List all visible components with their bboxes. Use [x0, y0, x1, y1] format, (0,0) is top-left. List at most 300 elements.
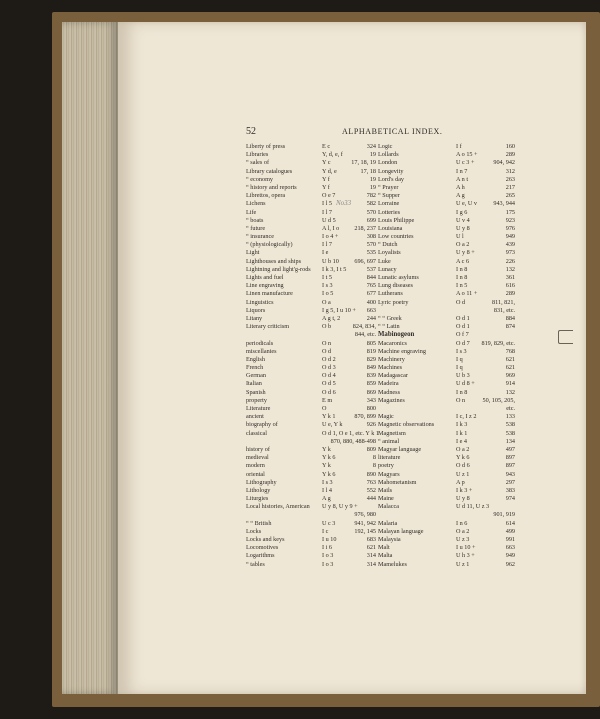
- entry-term: Malaria: [378, 519, 398, 527]
- entry-term: medieval: [246, 454, 269, 462]
- index-entry: [246, 552, 376, 560]
- entry-pages: 763: [366, 478, 376, 486]
- entry-term: Malt: [378, 544, 390, 552]
- index-entry: [246, 471, 376, 479]
- entry-pages: 949: [505, 233, 515, 241]
- index-entry: [378, 528, 515, 536]
- index-entry: [378, 479, 515, 487]
- entry-term: modern: [246, 462, 265, 470]
- index-entry: [378, 340, 515, 348]
- entry-pages: 133: [505, 413, 515, 421]
- entry-pages: 132: [505, 388, 515, 396]
- entry-term: Linguistics: [246, 298, 274, 306]
- entry-term: “ economy: [246, 175, 273, 183]
- entry-classmark: U b 10: [322, 257, 339, 265]
- entry-classmark: I g 5, I u 10 +: [322, 306, 356, 314]
- entry-pages: 537: [366, 265, 376, 273]
- entry-classmark: Y k 6: [456, 454, 470, 462]
- entry-classmark: I q: [456, 355, 463, 363]
- entry-pages: 289: [505, 290, 515, 298]
- entry-pages: 976: [505, 224, 515, 232]
- index-entry: [246, 413, 376, 421]
- index-entry: [246, 176, 376, 184]
- entry-pages: 582: [366, 200, 376, 208]
- entry-term: Longevity: [378, 167, 404, 175]
- entry-classmark: U y 8, U y 9 +: [322, 503, 358, 511]
- index-entry: [246, 536, 376, 544]
- index-entry: [246, 299, 376, 307]
- entry-pages: 324: [366, 143, 376, 150]
- index-entry: [378, 151, 515, 159]
- index-entry: [378, 184, 515, 192]
- entry-classmark: U e, U v: [456, 200, 477, 208]
- entry-term: “ Prayer: [378, 183, 399, 191]
- entry-pages: 497: [505, 445, 515, 453]
- entry-pages: 17, 18, 19: [351, 159, 376, 167]
- entry-classmark: I q: [456, 364, 463, 372]
- entry-classmark: U b 3: [456, 372, 470, 380]
- entry-term: Lorraine: [378, 200, 400, 208]
- entry-pages: 663: [505, 544, 515, 552]
- entry-classmark: I o 4 +: [322, 233, 339, 241]
- entry-term: Malaysia: [378, 536, 401, 543]
- entry-classmark: I c: [322, 527, 329, 535]
- index-entry: [246, 429, 379, 438]
- index-entry: [378, 536, 515, 544]
- entry-term: Lithography: [246, 478, 277, 486]
- entry-pages: 897: [505, 462, 515, 470]
- index-entry: [246, 233, 376, 241]
- entry-classmark: I s 3: [322, 282, 333, 290]
- entry-classmark: I u 10: [322, 536, 337, 543]
- entry-classmark: I e 4: [456, 437, 467, 445]
- entry-classmark: U e, Y k: [322, 421, 343, 429]
- entry-classmark: E c: [322, 143, 331, 150]
- entry-pages: 819: [366, 347, 376, 355]
- entry-pages: 914: [505, 380, 515, 388]
- index-entry: [246, 151, 376, 159]
- entry-term: literature: [378, 454, 401, 462]
- index-entry: [378, 192, 515, 200]
- entry-pages: 17, 18: [360, 167, 376, 175]
- entry-classmark: I i 6: [322, 544, 332, 552]
- index-entry: [378, 446, 515, 454]
- entry-term: “ Supper: [378, 192, 400, 200]
- entry-pages: 962: [505, 560, 515, 568]
- index-entry: [378, 168, 515, 176]
- entry-term: Lung diseases: [378, 282, 413, 290]
- entry-classmark: U l: [456, 233, 464, 241]
- index-entry: [246, 159, 376, 167]
- entry-term: Spanish: [246, 388, 266, 396]
- entry-classmark: U y 8: [456, 495, 470, 503]
- index-entry: [378, 356, 515, 364]
- entry-classmark: Y k: [322, 462, 331, 470]
- entry-classmark: I l 4: [322, 486, 332, 494]
- entry-pages: 444: [366, 495, 376, 503]
- page-header: [246, 126, 516, 138]
- entry-pages: 844: [366, 274, 376, 281]
- index-entry: [378, 454, 515, 462]
- entry-pages: 696, 697: [354, 257, 376, 265]
- entry-pages: 824, 834,: [352, 323, 376, 331]
- entry-classmark: I n 5: [456, 282, 468, 290]
- entry-term: Low countries: [378, 233, 414, 241]
- entry-pages: 8: [372, 462, 376, 470]
- entry-classmark: O d 7: [456, 339, 470, 347]
- entry-classmark: I o 5: [322, 290, 334, 298]
- entry-term: Lord's day: [378, 175, 405, 183]
- entry-pages: 19: [369, 183, 376, 191]
- entry-term: Lightning and light'g-rods: [246, 265, 311, 273]
- index-entry: [378, 430, 515, 438]
- index-column-right: [378, 143, 515, 569]
- index-entry: [378, 209, 515, 217]
- entry-pages: 991: [505, 536, 515, 543]
- index-entry: [246, 479, 376, 487]
- entry-classmark: A n t: [456, 175, 469, 183]
- entry-term: “ “ Greek: [378, 314, 402, 322]
- entry-classmark: U d 5: [322, 216, 336, 224]
- index-entry: [246, 192, 376, 200]
- index-entry: [378, 389, 515, 397]
- entry-pages: 400: [366, 298, 376, 306]
- entry-pages: 8: [372, 454, 376, 462]
- entry-pages: 160: [505, 143, 515, 150]
- entry-classmark: Y f: [322, 175, 330, 183]
- entry-term: Locomotives: [246, 544, 279, 552]
- index-entry: [378, 552, 515, 560]
- entry-pages: 538: [505, 421, 515, 429]
- index-entry: [378, 495, 515, 503]
- entry-pages: 974: [505, 495, 515, 503]
- entry-term: “ animal: [378, 437, 400, 445]
- entry-term: Mahometanism: [378, 478, 417, 486]
- entry-classmark: U d 11, U z 3: [456, 503, 490, 511]
- entry-classmark: U z 1: [456, 560, 470, 568]
- index-entry: [378, 143, 515, 151]
- entry-classmark: O: [322, 405, 327, 412]
- entry-term: Liberty of press: [246, 143, 286, 150]
- index-entry: [378, 299, 515, 307]
- entry-term: Lotteries: [378, 208, 400, 216]
- index-entry: [246, 290, 376, 298]
- entry-classmark: I l 7: [322, 208, 332, 216]
- entry-term: Magic: [378, 413, 394, 421]
- entry-pages: 926: [366, 421, 376, 429]
- entry-classmark: I o 3: [322, 552, 334, 560]
- entry-term: “ sales of: [246, 159, 270, 167]
- entry-term: periodicals: [246, 339, 274, 347]
- margin-stamp: [558, 330, 573, 344]
- entry-classmark: I k 3 +: [456, 486, 473, 494]
- entry-classmark: U y 8: [456, 224, 470, 232]
- entry-classmark: O d 4: [322, 372, 336, 380]
- entry-term: Local histories, American: [246, 503, 310, 511]
- index-entry: [378, 225, 515, 233]
- entry-pages: 361: [505, 274, 515, 281]
- entry-term: Madagascar: [378, 372, 408, 380]
- entry-classmark: O d 5: [322, 380, 336, 388]
- entry-classmark: I f: [456, 143, 462, 150]
- entry-classmark: O a 2: [456, 527, 470, 535]
- entry-classmark: I u 10 +: [456, 544, 476, 552]
- entry-pages: 829: [366, 355, 376, 363]
- entry-term: Light: [246, 249, 260, 257]
- entry-classmark: A p: [456, 478, 465, 486]
- entry-term: Librettos, opera: [246, 192, 286, 200]
- entry-pages: 849: [366, 364, 376, 372]
- index-entry: [378, 290, 515, 298]
- entry-term: Locks: [246, 527, 262, 535]
- index-entry: [246, 340, 376, 348]
- entry-term: Lunatic asylums: [378, 274, 419, 281]
- index-entry: [246, 372, 376, 380]
- entry-classmark: Y d, e: [322, 167, 337, 175]
- index-entry: [246, 348, 376, 356]
- entry-classmark: I e: [322, 249, 329, 257]
- entry-term: Literary criticism: [246, 323, 290, 331]
- entry-pages: 969: [505, 372, 515, 380]
- entry-pages: 884: [505, 314, 515, 322]
- index-entry: [246, 168, 376, 176]
- entry-classmark: I n 8: [456, 388, 468, 396]
- entry-classmark: I k 3: [456, 421, 468, 429]
- entry-term: Lutherans: [378, 290, 403, 298]
- index-entry: [246, 258, 376, 266]
- entry-classmark: O d 6: [322, 388, 336, 396]
- entry-classmark: Y c: [322, 159, 331, 167]
- entry-term: Magnetism: [378, 429, 406, 437]
- entry-classmark: O d: [322, 347, 332, 355]
- entry-term: “ boats: [246, 216, 264, 224]
- entry-pages: 218, 237: [354, 224, 376, 232]
- entry-term: Louis Philippe: [378, 216, 415, 224]
- entry-pages: 809: [366, 445, 376, 453]
- entry-classmark: U c 3: [322, 519, 336, 527]
- index-entry: [378, 176, 515, 184]
- entry-pages: 923: [505, 216, 515, 224]
- index-entry: [378, 405, 515, 413]
- entry-pages: 314: [366, 552, 376, 560]
- entry-pages: 616: [505, 282, 515, 290]
- entry-classmark: O d 1: [456, 323, 470, 331]
- entry-pages: 265: [505, 192, 515, 200]
- entry-pages: 663: [366, 306, 376, 314]
- index-entry: [246, 274, 376, 282]
- index-entry: [378, 561, 515, 569]
- entry-term: “ (physiologically): [246, 241, 293, 249]
- entry-classmark: U h 3 +: [456, 552, 475, 560]
- entry-classmark: Y k 6: [322, 470, 336, 478]
- entry-term: Malta: [378, 552, 393, 560]
- entry-pages: 314: [366, 560, 376, 568]
- entry-term: Madeira: [378, 380, 399, 388]
- entry-term: poetry: [378, 462, 394, 470]
- entry-pages: 535: [366, 249, 376, 257]
- entry-classmark: O d 6: [456, 462, 470, 470]
- entry-classmark: A g t, 2: [322, 314, 341, 322]
- index-entry: [246, 249, 376, 257]
- index-entry: [246, 225, 376, 233]
- entry-classmark: U z 1: [456, 470, 470, 478]
- index-entry: [246, 528, 376, 536]
- entry-term: Malacca: [378, 503, 399, 511]
- index-entry: [378, 282, 515, 290]
- index-entry: [246, 356, 376, 364]
- entry-term: Library catalogues: [246, 167, 293, 175]
- entry-pages: 621: [366, 544, 376, 552]
- index-entry: [378, 372, 515, 380]
- entry-pages: 901, 919: [493, 511, 515, 519]
- entry-pages: 383: [505, 486, 515, 494]
- entry-classmark: A g: [456, 192, 465, 200]
- index-entry: [378, 520, 515, 528]
- index-entry: [246, 184, 376, 192]
- index-entry: [246, 421, 376, 429]
- entry-pages: 499: [505, 527, 515, 535]
- entry-term: Mabinogeon: [378, 331, 415, 339]
- entry-term: Locks and keys: [246, 536, 285, 543]
- index-entry: [378, 511, 515, 519]
- entry-classmark: Y, d, e, f: [322, 151, 343, 159]
- index-entry: [246, 487, 376, 495]
- entry-pages: 50, 105, 205,: [482, 396, 515, 404]
- entry-term: Lollards: [378, 151, 399, 159]
- entry-pages: 768: [505, 347, 515, 355]
- entry-term: Italian: [246, 380, 262, 388]
- entry-term: Lyric poetry: [378, 298, 409, 306]
- entry-pages: 552: [366, 486, 376, 494]
- entry-term: “ “ Latin: [378, 323, 400, 331]
- index-entry: [378, 413, 515, 421]
- index-entry: [378, 397, 515, 405]
- entry-pages: 614: [505, 519, 515, 527]
- entry-pages: 621: [505, 364, 515, 372]
- entry-classmark: Y f: [322, 183, 330, 191]
- entry-pages: 869: [366, 388, 376, 396]
- entry-term: Lichens: [246, 200, 266, 208]
- index-entry: [246, 503, 376, 511]
- index-entry: [378, 307, 515, 315]
- index-entry: [246, 389, 376, 397]
- index-entry: [378, 421, 515, 429]
- entry-classmark: Y k 1: [322, 413, 336, 421]
- entry-term: history of: [246, 445, 270, 453]
- index-entry: [246, 282, 376, 290]
- entry-classmark: I l 5: [322, 200, 332, 208]
- entry-term: Logarithms: [246, 552, 275, 560]
- entry-term: Malayan language: [378, 527, 424, 535]
- pencil-note: No33: [336, 199, 352, 207]
- entry-term: Luke: [378, 257, 391, 265]
- entry-pages: etc.: [506, 405, 515, 412]
- entry-classmark: O b: [322, 323, 332, 331]
- entry-term: German: [246, 372, 266, 380]
- entry-classmark: O a 2: [456, 241, 470, 249]
- entry-classmark: O e 7: [322, 192, 336, 200]
- index-entry: [246, 446, 376, 454]
- entry-term: “ Dutch: [378, 241, 398, 249]
- entry-term: Lighthouses and ships: [246, 257, 301, 265]
- index-entry: [378, 323, 515, 331]
- entry-term: French: [246, 364, 264, 372]
- entry-term: Literature: [246, 405, 271, 412]
- index-entry: [246, 454, 376, 462]
- entry-pages: 765: [366, 282, 376, 290]
- entry-term: Machines: [378, 364, 403, 372]
- index-entry: [246, 143, 376, 151]
- entry-classmark: Y k 6: [322, 454, 336, 462]
- entry-pages: 570: [366, 208, 376, 216]
- entry-term: Logic: [378, 143, 393, 150]
- entry-term: Magyars: [378, 470, 400, 478]
- entry-classmark: O a: [322, 298, 331, 306]
- entry-pages: 870, 880, 488-498: [330, 437, 376, 445]
- index-entry: [378, 380, 515, 388]
- entry-classmark: O a 2: [456, 445, 470, 453]
- index-entry: [378, 364, 515, 372]
- entry-classmark: U c 3 +: [456, 159, 475, 167]
- entry-classmark: A o 11 +: [456, 290, 478, 298]
- entry-classmark: E m: [322, 396, 333, 404]
- entry-term: Life: [246, 208, 257, 216]
- index-entry: [246, 217, 376, 225]
- entry-term: London: [378, 159, 398, 167]
- entry-classmark: I n 7: [456, 167, 468, 175]
- entry-term: Mamelukes: [378, 560, 407, 568]
- entry-classmark: I k 3, I t 5: [322, 265, 347, 273]
- entry-term: miscellanies: [246, 347, 277, 355]
- index-entry: [378, 462, 515, 470]
- entry-term: Lunacy: [378, 265, 397, 273]
- entry-classmark: A o 15 +: [456, 151, 478, 159]
- entry-pages: 800: [366, 405, 376, 412]
- entry-term: ancient: [246, 413, 264, 421]
- entry-pages: 19: [369, 151, 376, 159]
- entry-pages: 683: [366, 536, 376, 543]
- entry-pages: 289: [505, 151, 515, 159]
- entry-term: Magazines: [378, 396, 405, 404]
- entry-classmark: I n 8: [456, 274, 468, 281]
- entry-pages: 192, 145: [354, 527, 376, 535]
- entry-term: Line engraving: [246, 282, 284, 290]
- entry-pages: 819, 829, etc.: [481, 339, 515, 347]
- index-entry: [246, 307, 376, 315]
- entry-term: Magnetic observations: [378, 421, 435, 429]
- entry-term: English: [246, 355, 265, 363]
- entry-classmark: O d: [456, 298, 466, 306]
- entry-term: Litany: [246, 314, 263, 322]
- entry-term: Mails: [378, 486, 393, 494]
- index-entry: [246, 380, 376, 388]
- entry-term: “ future: [246, 224, 266, 232]
- entry-pages: 132: [505, 265, 515, 273]
- entry-term: Liturgies: [246, 495, 269, 503]
- entry-pages: 870, 899: [354, 413, 376, 421]
- entry-pages: 839: [366, 372, 376, 380]
- entry-classmark: I c, I z 2: [456, 413, 477, 421]
- index-entry: [246, 200, 376, 208]
- entry-term: Lights and fuel: [246, 274, 284, 281]
- entry-pages: 782: [366, 192, 376, 200]
- index-entry: [246, 209, 376, 217]
- index-entry: [246, 511, 376, 519]
- entry-term: Loyalists: [378, 249, 401, 257]
- index-entry: [246, 462, 376, 470]
- entry-pages: 831, etc.: [493, 306, 515, 314]
- entry-term: Louisiana: [378, 224, 403, 232]
